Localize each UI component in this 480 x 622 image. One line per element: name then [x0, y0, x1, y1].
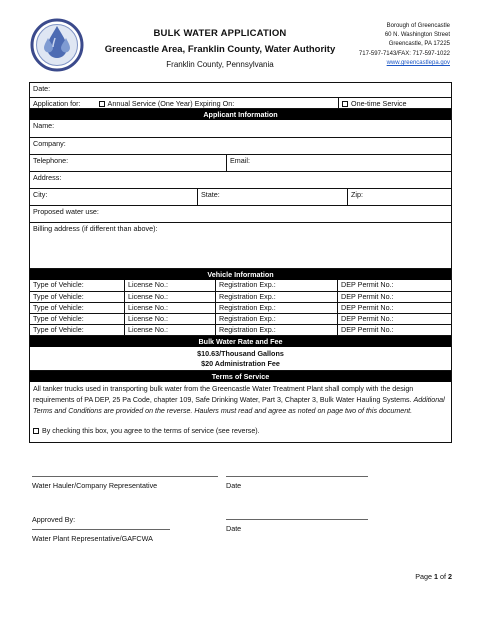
one-time-service-label: One-time Service: [351, 99, 407, 108]
vehicle-row: [30, 324, 451, 335]
water-drop-logo: [30, 18, 84, 72]
state-field[interactable]: [197, 189, 347, 205]
name-row: [30, 120, 451, 137]
fee-heading: Bulk Water Rate and Fee: [30, 335, 451, 347]
date-field[interactable]: [30, 83, 451, 97]
terms-text: All tanker trucks used in transporting bulk water from the Greencastle Water Treatment Plant shall comply with the design requirements of PA DEP, 25 Pa Code, chapter 109, Safe Drinking Water, Part 3, Chapter 3, Bulk Water Hauling Systems.: [33, 385, 414, 404]
city-state-zip-row: [30, 188, 451, 205]
application-type-cell: [30, 98, 338, 108]
date-row: [30, 83, 451, 97]
proposed-use-row: [30, 205, 451, 222]
terms-heading: Terms of Service: [30, 370, 451, 382]
plant-rep-signature-label: Water Plant Representative/GAFCWA: [32, 534, 153, 543]
agree-line: [33, 426, 448, 437]
hauler-signature-label: Water Hauler/Company Representative: [32, 481, 158, 490]
company-field[interactable]: [30, 138, 451, 154]
application-for-row: [30, 97, 451, 108]
vehicle-row: [30, 280, 451, 291]
proposed-use-field[interactable]: [30, 206, 451, 222]
administration-fee: $20 Administration Fee: [201, 359, 280, 368]
plant-rep-signature-block: [32, 529, 170, 543]
name-label: Name:: [33, 121, 55, 130]
terms-paragraph: [33, 384, 448, 417]
proposed-use-label: Proposed water use:: [33, 207, 99, 216]
city-field[interactable]: [30, 189, 197, 205]
plant-rep-signature-line[interactable]: [32, 529, 170, 530]
state-label: State:: [201, 190, 220, 199]
dep-permit-field[interactable]: DEP Permit No.:: [337, 314, 451, 324]
license-field[interactable]: License No.:: [124, 325, 215, 335]
annual-service-checkbox[interactable]: [99, 101, 105, 107]
org-contact-block: [359, 22, 450, 68]
billing-address-field[interactable]: [30, 223, 451, 268]
hauler-date-line[interactable]: [226, 476, 368, 477]
terms-block: [30, 382, 451, 442]
telephone-field[interactable]: [30, 155, 226, 171]
vehicle-table: [30, 280, 451, 335]
vehicle-row: [30, 302, 451, 313]
dep-permit-field[interactable]: DEP Permit No.:: [337, 280, 451, 291]
company-label: Company:: [33, 139, 66, 148]
billing-address-row: [30, 222, 451, 268]
vehicle-row: [30, 313, 451, 324]
org-city: Greencastle, PA 17225: [388, 41, 450, 48]
license-field[interactable]: License No.:: [124, 303, 215, 313]
vehicle-type-field[interactable]: Type of Vehicle:: [33, 303, 84, 312]
email-label: Email:: [230, 156, 250, 165]
water-rate: $10.63/Thousand Gallons: [197, 349, 284, 358]
hauler-date-block: [226, 476, 368, 490]
license-field[interactable]: License No.:: [124, 314, 215, 324]
hauler-date-label: Date: [226, 481, 242, 490]
applicant-info-heading: Applicant Information: [30, 108, 451, 120]
registration-field[interactable]: Registration Exp.:: [215, 280, 337, 291]
vehicle-row: [30, 291, 451, 302]
page-current: 1: [434, 572, 438, 581]
org-name: Borough of Greencastle: [386, 23, 450, 29]
address-field[interactable]: [30, 172, 451, 188]
org-street: 60 N. Washington Street: [384, 32, 450, 39]
dep-permit-field[interactable]: DEP Permit No.:: [337, 292, 451, 302]
location-line: Franklin County, Pennsylvania: [166, 60, 274, 69]
vehicle-type-field[interactable]: Type of Vehicle:: [33, 314, 84, 323]
registration-field[interactable]: Registration Exp.:: [215, 303, 337, 313]
authority-name: Greencastle Area, Franklin County, Water Authority: [104, 44, 336, 55]
form-title: BULK WATER APPLICATION: [153, 28, 287, 39]
header-title-block: [90, 28, 350, 69]
hauler-signature-block: [32, 476, 218, 490]
org-phone: 717-597-7143/FAX: 717-597-1022: [358, 50, 450, 57]
plant-date-line[interactable]: [226, 519, 368, 520]
city-label: City:: [33, 190, 48, 199]
email-field[interactable]: [226, 155, 451, 171]
vehicle-info-heading: Vehicle Information: [30, 268, 451, 280]
vehicle-type-field[interactable]: Type of Vehicle:: [33, 280, 84, 289]
telephone-label: Telephone:: [33, 156, 69, 165]
one-time-service-checkbox[interactable]: [342, 101, 348, 107]
dep-permit-field[interactable]: DEP Permit No.:: [337, 325, 451, 335]
address-label: Address:: [33, 173, 62, 182]
application-form: [29, 82, 452, 443]
license-field[interactable]: License No.:: [124, 280, 215, 291]
page-number: [415, 572, 452, 581]
billing-address-label: Billing address (if different than above):: [33, 224, 158, 233]
page-of: of: [438, 572, 448, 581]
zip-label: Zip:: [351, 190, 363, 199]
license-field[interactable]: License No.:: [124, 292, 215, 302]
org-website-link[interactable]: www.greencastlepa.gov: [386, 59, 450, 66]
plant-date-block: [226, 519, 368, 533]
page-prefix: Page: [415, 572, 434, 581]
page-total: 2: [448, 572, 452, 581]
address-row: [30, 171, 451, 188]
vehicle-type-field[interactable]: Type of Vehicle:: [33, 325, 84, 334]
approved-by-label: Approved By:: [32, 515, 76, 524]
registration-field[interactable]: Registration Exp.:: [215, 292, 337, 302]
fee-block: [30, 347, 451, 370]
application-for-label: Application for:: [33, 99, 81, 108]
annual-service-label: Annual Service (One Year) Expiring On:: [107, 99, 235, 108]
one-time-cell: [338, 98, 451, 108]
hauler-signature-line[interactable]: [32, 476, 218, 477]
agree-terms-checkbox[interactable]: [33, 428, 39, 434]
terms-italic-note: Additional Terms and Conditions are provided on the reverse. Haulers must read and agree as noted on page two of this document.: [33, 396, 445, 415]
telephone-email-row: [30, 154, 451, 171]
registration-field[interactable]: Registration Exp.:: [215, 314, 337, 324]
registration-field[interactable]: Registration Exp.:: [215, 325, 337, 335]
plant-date-label: Date: [226, 524, 242, 533]
date-label: Date:: [33, 84, 51, 93]
company-row: [30, 137, 451, 154]
dep-permit-field[interactable]: DEP Permit No.:: [337, 303, 451, 313]
name-field[interactable]: [30, 120, 451, 137]
agree-terms-label: By checking this box, you agree to the terms of service (see reverse).: [42, 427, 260, 435]
vehicle-type-field[interactable]: Type of Vehicle:: [33, 292, 84, 301]
zip-field[interactable]: [347, 189, 451, 205]
